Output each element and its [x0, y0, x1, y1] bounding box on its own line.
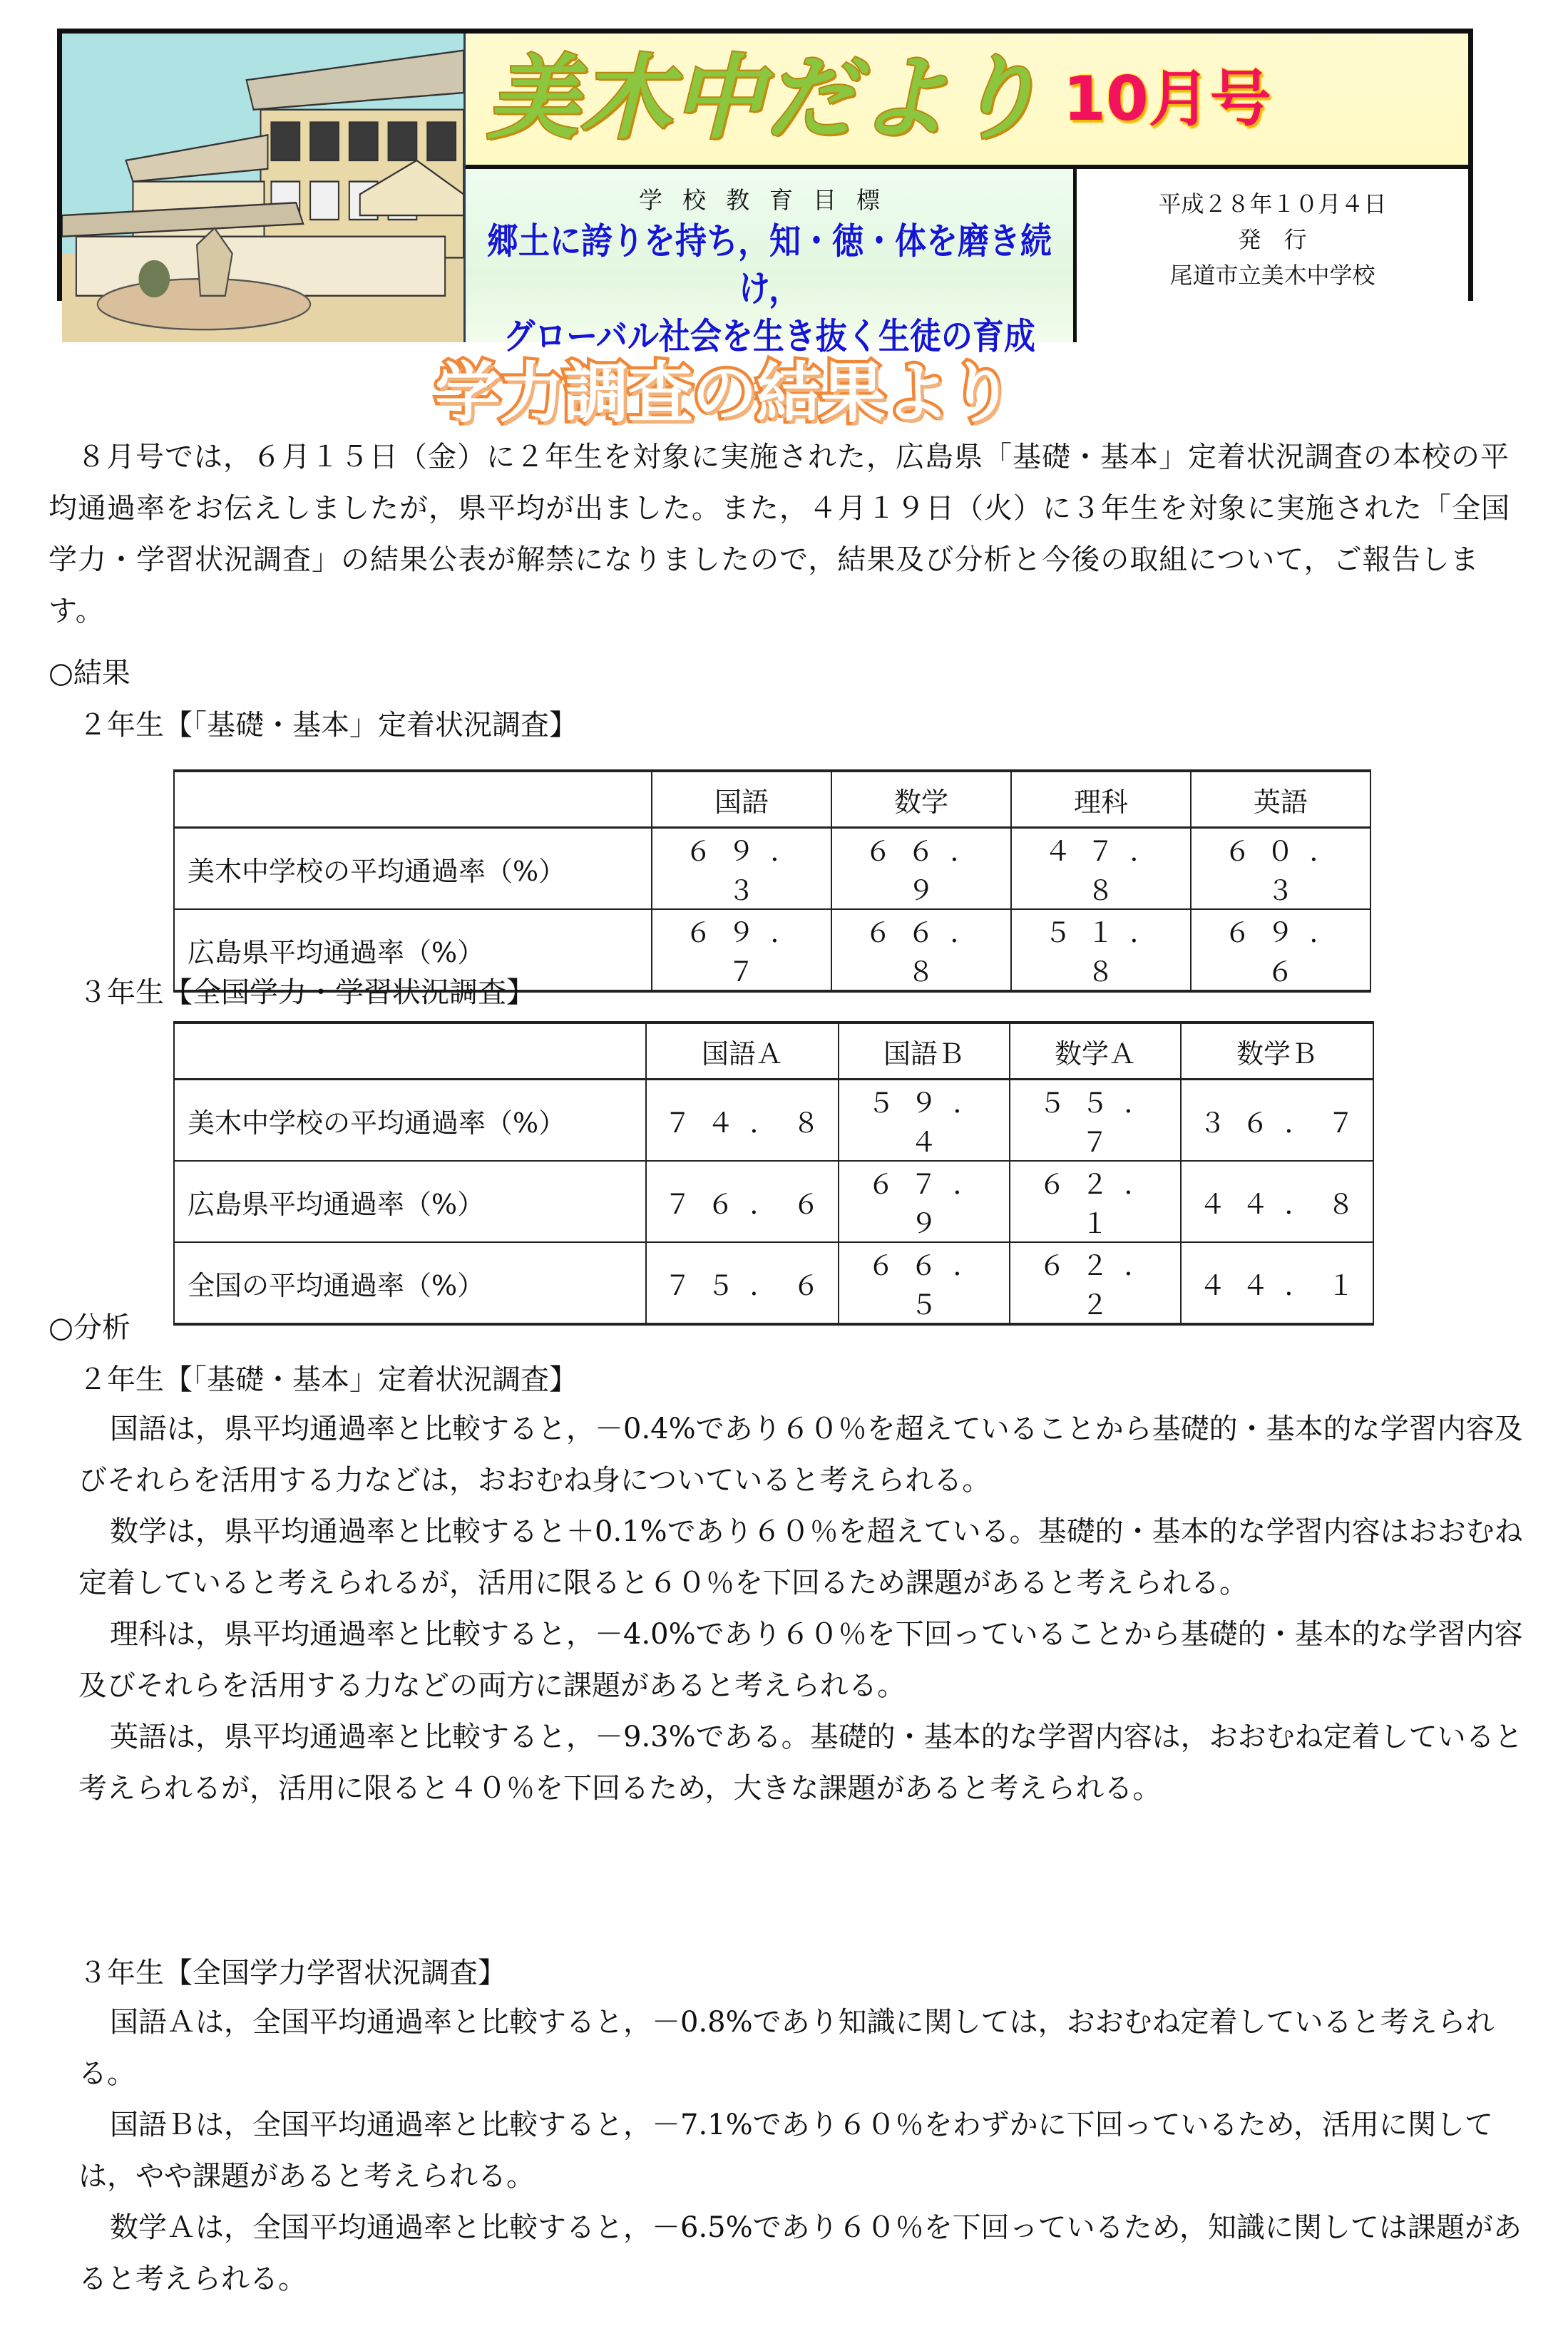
- table-row: [174, 1242, 1373, 1324]
- corner-cell: [174, 1023, 646, 1080]
- cell-value: ６７．９: [839, 1161, 1010, 1242]
- table-header-row: [174, 771, 1370, 828]
- cell-value: ５１．８: [1011, 909, 1191, 991]
- analysis-label: ○分析: [48, 1311, 130, 1344]
- grade3-results-table: [173, 1021, 1374, 1326]
- analysis-paragraph: 国語Ａは，全国平均通過率と比較すると，－0.8%であり知識に関しては，おおむね定着していると考えられる。: [78, 2006, 1495, 2090]
- goals-line-2: グローバル社会を生き抜く生徒の育成: [503, 315, 1035, 358]
- goals-label: 学校教育目標: [639, 186, 900, 214]
- title-panel: [466, 34, 1468, 169]
- column-header: 数学Ｂ: [1181, 1023, 1373, 1080]
- column-header: 国語Ａ: [646, 1023, 839, 1080]
- cell-value: ６２．２: [1010, 1242, 1181, 1324]
- issue-date: 平成２８年１０月４日: [1158, 190, 1387, 217]
- grade2-results-title: ２年生【「基礎・基本」定着状況調査】: [78, 709, 578, 742]
- analysis-paragraph: 国語Ｂは，全国平均通過率と比較すると，－7.1%であり６０％をわずかに下回っているため，活用に関しては，やや課題があると考えられる。: [78, 2109, 1494, 2193]
- table-row: [174, 1161, 1373, 1242]
- cell-value: ６６．５: [839, 1242, 1010, 1324]
- grade2-results-table: [173, 769, 1371, 993]
- table-header-row: [174, 1023, 1373, 1080]
- cell-value: ６９．７: [652, 909, 831, 991]
- school-building-photo: [62, 34, 466, 342]
- column-header: 理科: [1011, 771, 1191, 828]
- row-label: 美木中学校の平均通過率（%）: [174, 1080, 646, 1162]
- row-label: 広島県平均通過率（%）: [174, 909, 652, 991]
- column-header: 数学: [831, 771, 1011, 828]
- cell-value: ４７．８: [1011, 828, 1191, 910]
- cell-value: ６０．３: [1191, 828, 1370, 910]
- table-row: [174, 1080, 1373, 1162]
- masthead: [57, 29, 1473, 358]
- cell-value: ６６．８: [831, 909, 1011, 991]
- grade2-analysis: [78, 1403, 1540, 1814]
- goals-text: [466, 218, 1073, 361]
- grade3-analysis-title: ３年生【全国学力学習状況調査】: [78, 1957, 506, 1989]
- cell-value: ５９．４: [839, 1080, 1010, 1162]
- grade3-results-title: ３年生【全国学力・学習状況調査】: [78, 976, 535, 1009]
- cell-value: ６６．９: [831, 828, 1011, 910]
- column-header: 国語: [652, 771, 831, 828]
- cell-value: ６２．１: [1010, 1161, 1181, 1242]
- cell-value: ４４．１: [1181, 1242, 1373, 1324]
- publisher: 尾道市立美木中学校: [1169, 262, 1375, 289]
- row-label: 美木中学校の平均通過率（%）: [174, 828, 652, 910]
- row-label: 全国の平均通過率（%）: [174, 1242, 646, 1324]
- cell-value: ３６．７: [1181, 1080, 1373, 1162]
- issue-info: [1077, 169, 1468, 342]
- school-goals: [466, 169, 1073, 358]
- cell-value: ５５．７: [1010, 1080, 1181, 1162]
- section-headline: 学力調査の結果より: [435, 355, 1013, 431]
- intro-paragraph: ８月号では，６月１５日（金）に２年生を対象に実施された，広島県「基礎・基本」定着状況調査の本校の平均通過率をお伝えしましたが，県平均が出ました。また，４月１９日（火）に３年生を対象に実施された「全国学力・学習状況調査」の結果公表が解禁になりましたので，結果及び分析と今後の取組について，ご報告します。: [48, 441, 1510, 627]
- analysis-paragraph: 数学は，県平均通過率と比較すると＋0.1%であり６０％を超えている。基礎的・基本的な学習内容はおおむね定着していると考えられるが，活用に限ると６０％を下回るため課題があると考えられる。: [78, 1515, 1523, 1599]
- analysis-paragraph: 数学Ａは，全国平均通過率と比較すると，－6.5%であり６０％を下回っているため，知識に関しては課題があると考えられる。: [78, 2211, 1522, 2295]
- column-header: 英語: [1191, 771, 1370, 828]
- results-label: ○結果: [48, 657, 130, 690]
- column-header: 数学Ａ: [1010, 1023, 1181, 1080]
- goals-line-1: 郷土に誇りを持ち，知・徳・体を磨き続け，: [487, 220, 1052, 310]
- corner-cell: [174, 771, 652, 828]
- cell-value: ７４．８: [646, 1080, 839, 1162]
- analysis-paragraph: 理科は，県平均通過率と比較すると，－4.0%であり６０％を下回っていることから基礎的・基本的な学習内容及びそれらを活用する力などの両方に課題があると考えられる。: [78, 1618, 1523, 1702]
- analysis-paragraph: 国語は，県平均通過率と比較すると，－0.4%であり６０％を超えていることから基礎的・基本的な学習内容及びそれらを活用する力などは，おおむね身についていると考えられる。: [78, 1413, 1523, 1497]
- cell-value: ６９．３: [652, 828, 831, 910]
- column-header: 国語Ｂ: [839, 1023, 1010, 1080]
- cell-value: ７６．６: [646, 1161, 839, 1242]
- row-label: 広島県平均通過率（%）: [174, 1161, 646, 1242]
- cell-value: ６９．６: [1191, 909, 1370, 991]
- analysis-paragraph: 英語は，県平均通過率と比較すると，－9.3%である。基礎的・基本的な学習内容は，おおむね定着していると考えられるが，活用に限ると４０％を下回るため，大きな課題があると考えられる。: [78, 1721, 1523, 1805]
- newsletter-title: 美木中だより: [487, 46, 1044, 152]
- cell-value: ７５．６: [646, 1242, 839, 1324]
- cell-value: ４４．８: [1181, 1161, 1373, 1242]
- issue-label: 10月号: [1063, 63, 1271, 135]
- masthead-info-row: [466, 169, 1468, 358]
- school-building-icon: [62, 34, 463, 342]
- grade2-analysis-title: ２年生【「基礎・基本」定着状況調査】: [78, 1363, 578, 1396]
- issued-label: 発 行: [1238, 226, 1307, 253]
- table-row: [174, 828, 1370, 910]
- grade3-analysis: [78, 1997, 1540, 2305]
